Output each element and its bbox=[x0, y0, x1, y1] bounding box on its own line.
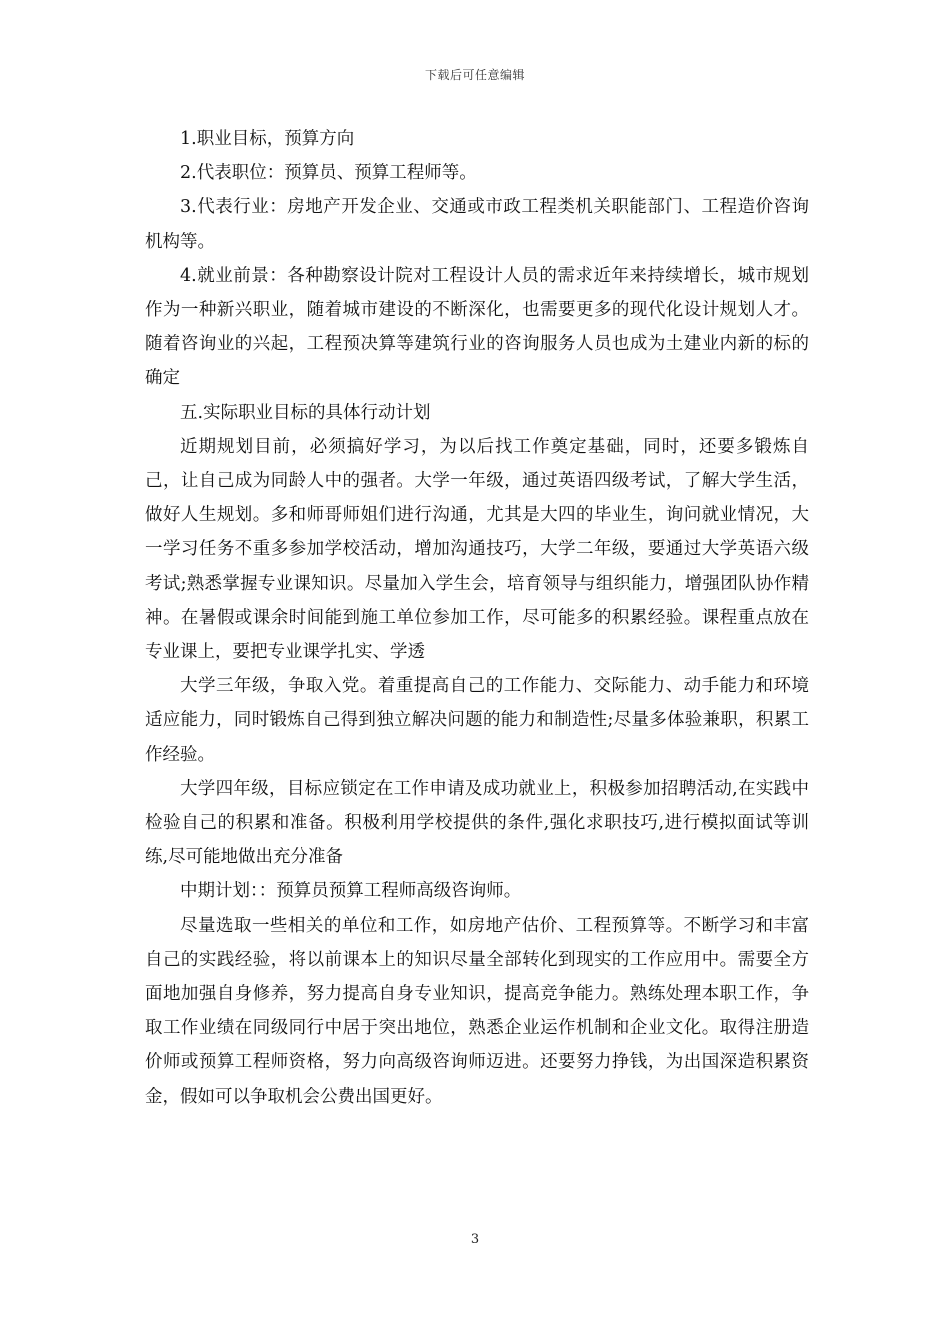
paragraph-representative-industries: 3.代表行业：房地产开发企业、交通或市政工程类机关职能部门、工程造价咨询机构等。 bbox=[145, 197, 809, 252]
paragraph-short-term-plan: 近期规划目前，必须搞好学习，为以后找工作奠定基础，同时，还要多锻炼自己，让自己成为同龄人中的强者。大学一年级，通过英语四级考试，了解大学生活，做好人生规划。多和师哥师姐们进行沟通，尤其是大四的毕业生，询问就业情况，大一学习任务不重多参加学校活动，增加沟通技巧，大学二年级，要通过大学英语六级考试;熟悉掌握专业课知识。尽量加入学生会，培育领导与组织能力，增强团队协作精神。在暑假或课余时间能到施工单位参加工作，尽可能多的积累经验。课程重点放在专业课上，要把专业课学扎实、学透 bbox=[145, 436, 809, 663]
paragraph-third-year: 大学三年级，争取入党。着重提高自己的工作能力、交际能力、动手能力和环境适应能力，同时锻炼自己得到独立解决问题的能力和制造性;尽量多体验兼职，积累工作经验。 bbox=[145, 676, 809, 765]
section-heading-action-plan: 五.实际职业目标的具体行动计划 bbox=[180, 402, 431, 423]
paragraph-employment-prospects: 4.就业前景：各种勘察设计院对工程设计人员的需求近年来持续增长，城市规划作为一种新兴职业，随着城市建设的不断深化，也需要更多的现代化设计规划人才。随着咨询业的兴起，工程预决算等建筑行业的咨询服务人员也成为土建业内新的标的确定 bbox=[145, 265, 809, 389]
paragraph-representative-positions: 2.代表职位：预算员、预算工程师等。 bbox=[180, 163, 477, 184]
paragraph-career-goal: 1.职业目标，预算方向 bbox=[180, 129, 355, 149]
paragraph-mid-term-plan-detail: 尽量选取一些相关的单位和工作，如房地产估价、工程预算等。不断学习和丰富自己的实践经验，将以前课本上的知识尽量全部转化到现实的工作应用中。需要全方面地加强自身修养，努力提高自身专业知识，提高竞争能力。熟练处理本职工作，争取工作业绩在同级同行中居于突出地位，熟悉企业运作机制和企业文化。取得注册造价师或预算工程师资格，努力向高级咨询师迈进。还要努力挣钱，为出国深造积累资金，假如可以争取机会公费出国更好。 bbox=[145, 915, 809, 1107]
page-number: 3 bbox=[470, 1232, 480, 1247]
paragraph-mid-term-plan-title: 中期计划：：预算员预算工程师高级咨询师。 bbox=[180, 881, 522, 902]
document-body bbox=[145, 122, 809, 1114]
page-header: 下载后可任意编辑 bbox=[424, 68, 525, 82]
paragraph-fourth-year: 大学四年级，目标应锁定在工作申请及成功就业上，积极参加招聘活动,在实践中检验自己的积累和准备。积极利用学校提供的条件,强化求职技巧,进行模拟面试等训练,尽可能地做出充分准备 bbox=[145, 778, 809, 868]
